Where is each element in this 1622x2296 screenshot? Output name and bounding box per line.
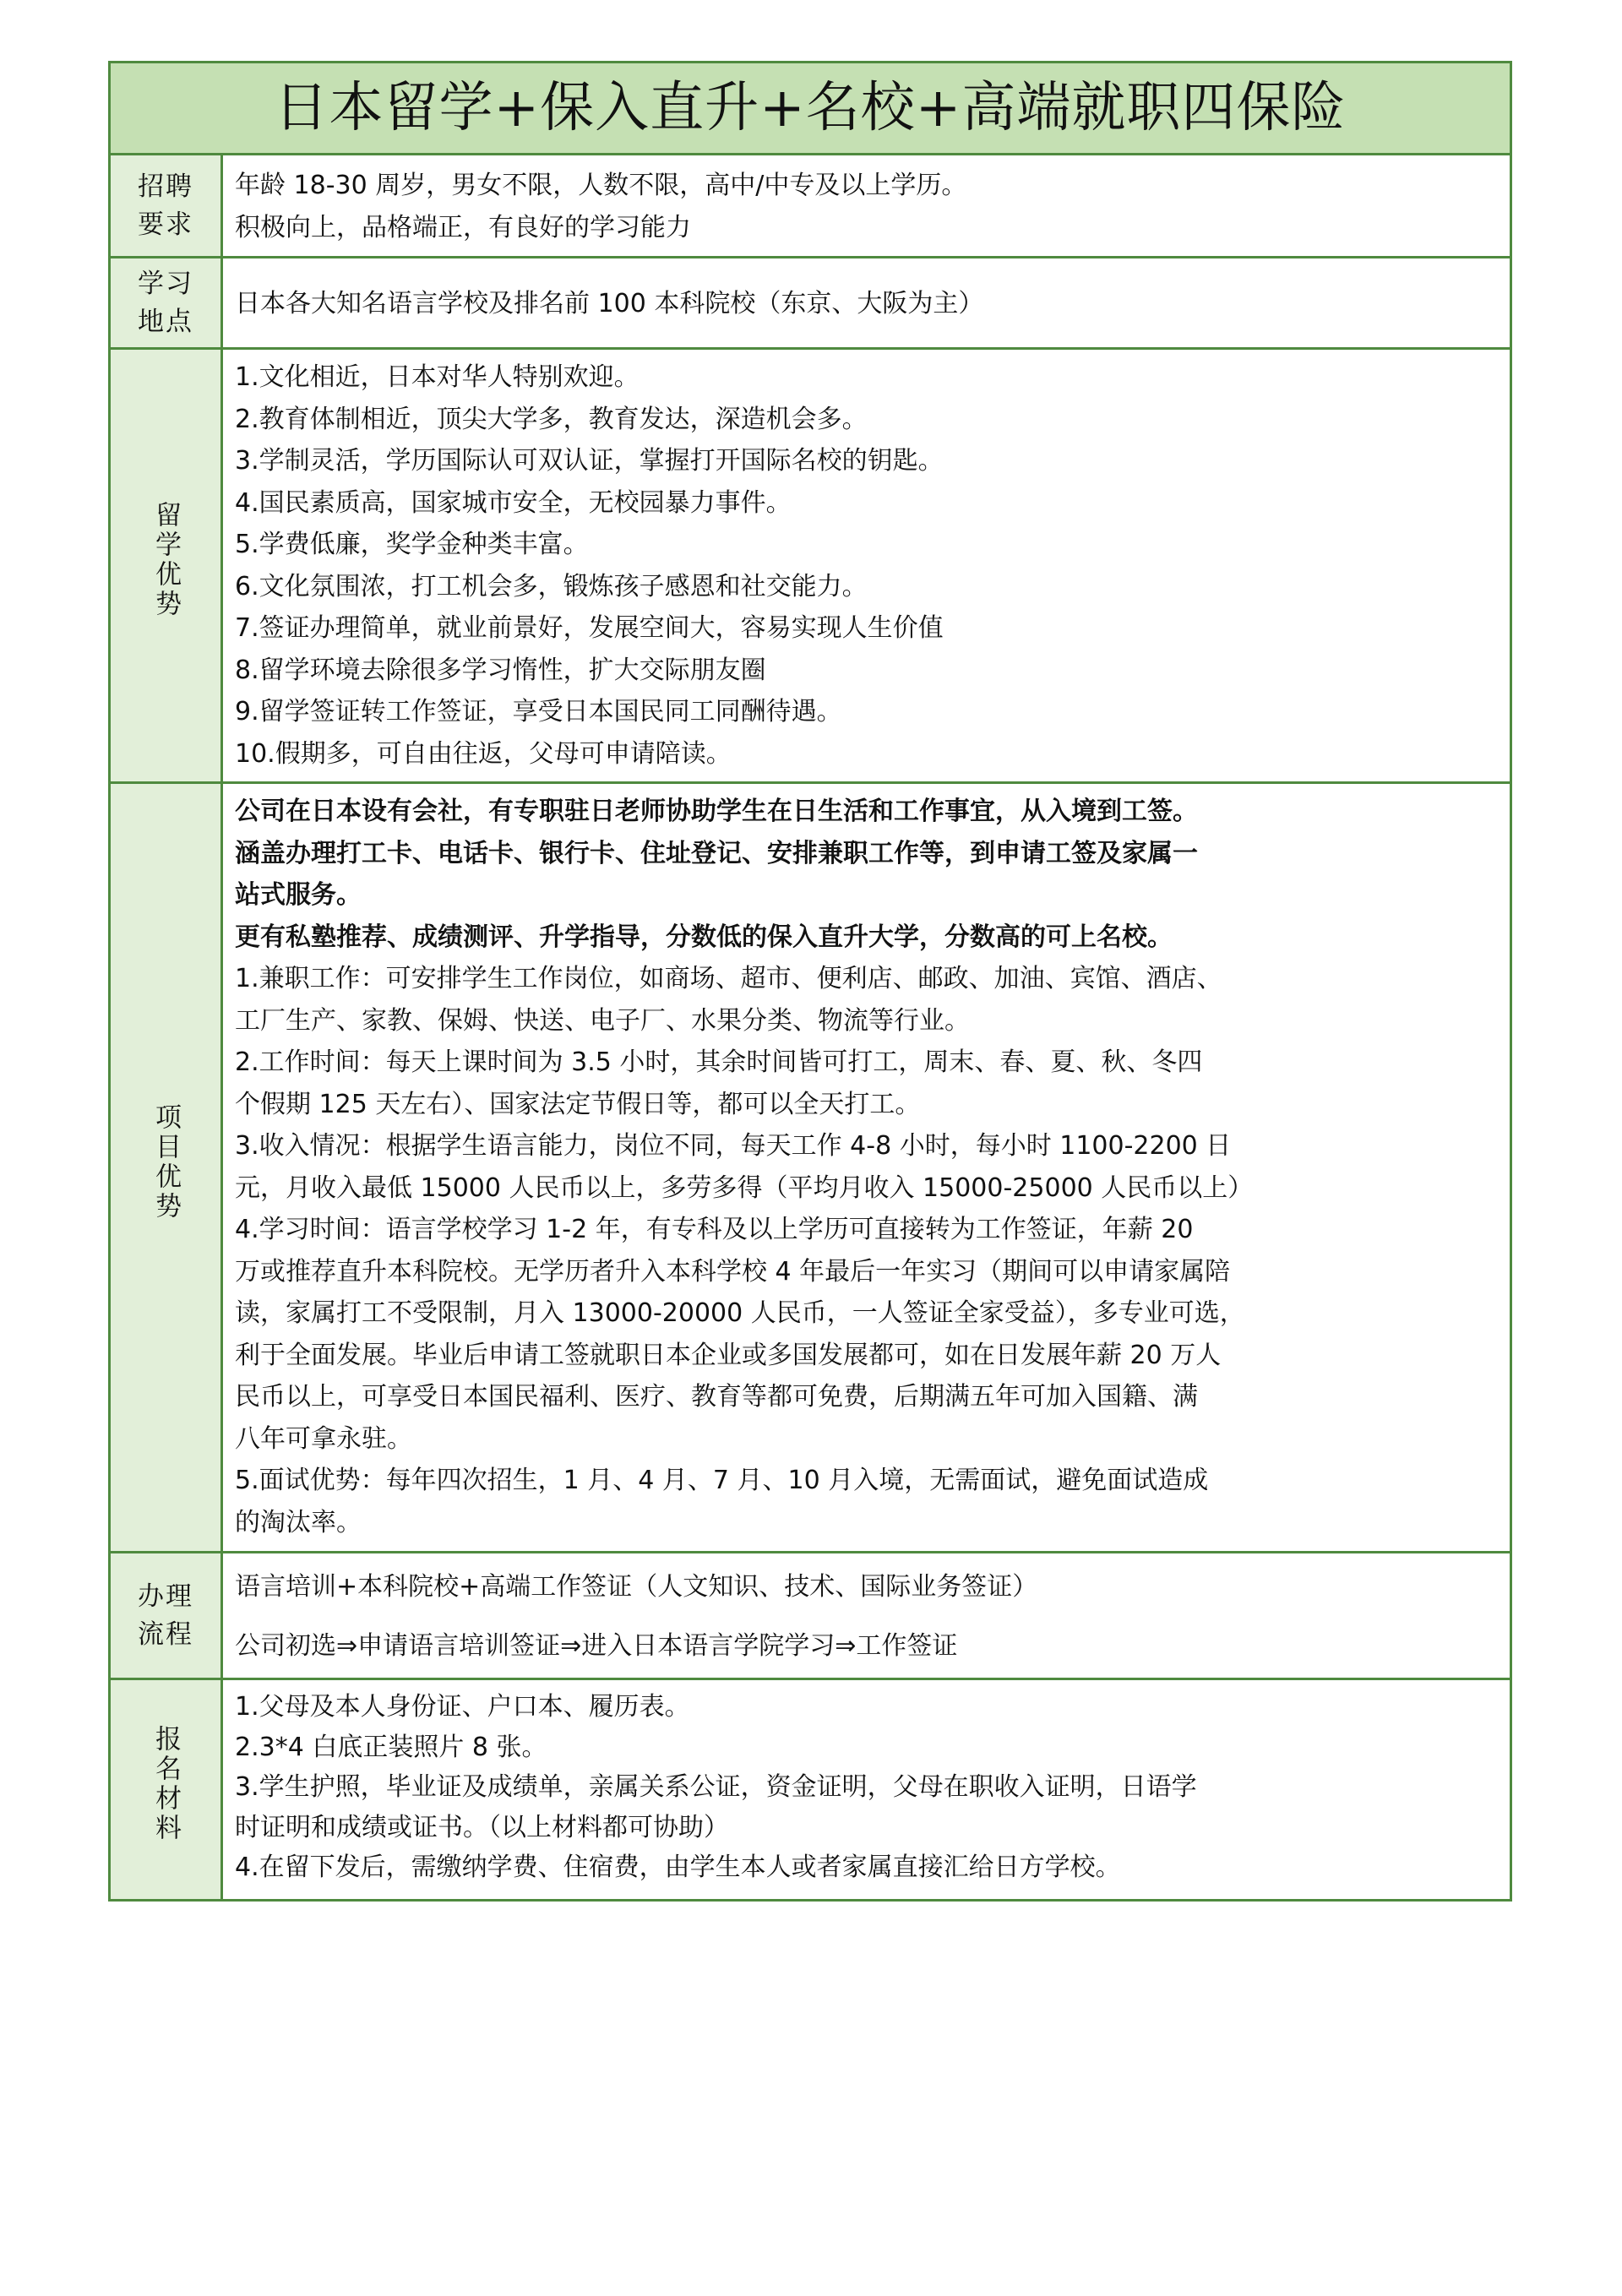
content-process: [222, 1553, 1511, 1679]
label-materials-text: 报名材料: [150, 1725, 182, 1844]
label-location-text: 学习地点: [138, 268, 193, 337]
label-materials: [110, 1679, 222, 1901]
title-row: [110, 63, 1511, 155]
label-advantages-text: 留学优势: [150, 501, 182, 620]
content-materials: [222, 1679, 1511, 1901]
project-intro-line: 更有私塾推荐、成绩测评、升学指导，分数低的保入直升大学，分数高的可上名校。: [235, 922, 1173, 952]
row-location: [110, 258, 1511, 349]
material-item: 2.3*4 白底正装照片 8 张。: [235, 1732, 547, 1762]
process-flow: 公司初选⇒申请语言培训签证⇒进入日本语言学院学习⇒工作签证: [235, 1630, 958, 1661]
label-process-text: 办理流程: [138, 1581, 193, 1650]
advantage-item: 2.教育体制相近，顶尖大学多，教育发达，深造机会多。: [235, 404, 868, 434]
label-recruit-text: 招聘要求: [138, 171, 193, 240]
project-line: 5.面试优势：每年四次招生，1 月、4 月、7 月、10 月入境，无需面试，避免面试造成: [235, 1466, 1209, 1495]
advantage-item: 8.留学环境去除很多学习惰性，扩大交际朋友圈: [235, 655, 766, 685]
label-project: [110, 783, 222, 1553]
project-intro-line: 涵盖办理打工卡、电话卡、银行卡、住址登记、安排兼职工作等，到申请工签及家属一: [235, 838, 1198, 868]
advantage-item: 7.签证办理简单，就业前景好，发展空间大，容易实现人生价值: [235, 613, 944, 643]
recruit-line: 积极向上，品格端正，有良好的学习能力: [235, 212, 691, 242]
material-item: 时证明和成绩或证书。（以上材料都可协助）: [235, 1812, 729, 1842]
project-line: 读，家属打工不受限制，月入 13000-20000 人民币，一人签证全家受益），多专业可选，: [235, 1298, 1245, 1328]
project-intro-line: 公司在日本设有会社，有专职驻日老师协助学生在日生活和工作事宜，从入境到工签。: [235, 797, 1198, 826]
row-process: [110, 1553, 1511, 1679]
project-line: 工厂生产、家教、保姆、快送、电子厂、水果分类、物流等行业。: [235, 1005, 970, 1036]
recruit-line: 年龄 18-30 周岁，男女不限，人数不限，高中/中专及以上学历。: [235, 171, 967, 200]
advantage-item: 10.假期多，可自由往返，父母可申请陪读。: [235, 738, 732, 769]
advantage-item: 9.留学签证转工作签证，享受日本国民同工同酬待遇。: [235, 697, 842, 726]
row-advantages: [110, 349, 1511, 783]
content-project: [222, 783, 1511, 1553]
row-project: [110, 783, 1511, 1553]
project-line: 2.工作时间：每天上课时间为 3.5 小时，其余时间皆可打工，周末、春、夏、秋、冬四: [235, 1047, 1203, 1077]
project-intro-line: 站式服务。: [235, 880, 362, 910]
project-line: 万或推荐直升本科院校。无学历者升入本科学校 4 年最后一年实习（期间可以申请家属陪: [235, 1256, 1231, 1287]
project-line: 利于全面发展。毕业后申请工签就职日本企业或多国发展都可，如在日发展年薪 20 万人: [235, 1340, 1222, 1370]
document-title: 日本留学+保入直升+名校+高端就职四保险: [110, 63, 1511, 155]
project-line: 3.收入情况：根据学生语言能力，岗位不同，每天工作 4-8 小时，每小时 1100-2200 日: [235, 1131, 1232, 1161]
material-item: 3.学生护照，毕业证及成绩单，亲属关系公证，资金证明，父母在职收入证明，日语学: [235, 1772, 1197, 1802]
label-location: [110, 258, 222, 349]
advantage-item: 3.学制灵活，学历国际认可双认证，掌握打开国际名校的钥匙。: [235, 446, 944, 476]
advantage-item: 1.文化相近，日本对华人特别欢迎。: [235, 362, 640, 392]
label-advantages: [110, 349, 222, 783]
material-item: 4.在留下发后，需缴纳学费、住宿费，由学生本人或者家属直接汇给日方学校。: [235, 1853, 1121, 1882]
info-table: [108, 61, 1512, 1902]
project-line: 个假期 125 天左右）、国家法定节假日等，都可以全天打工。: [235, 1089, 921, 1119]
project-line: 的淘汰率。: [235, 1507, 362, 1537]
content-location: [222, 258, 1511, 349]
advantage-item: 5.学费低廉，奖学金种类丰富。: [235, 530, 589, 559]
content-recruit: [222, 155, 1511, 258]
label-process: [110, 1553, 222, 1679]
project-line: 民币以上，可享受日本国民福利、医疗、教育等都可免费，后期满五年可加入国籍、满: [235, 1382, 1198, 1412]
label-recruit: [110, 155, 222, 258]
project-line: 4.学习时间：语言学校学习 1-2 年，有专科及以上学历可直接转为工作签证，年薪 20: [235, 1215, 1194, 1244]
location-line: 日本各大知名语言学校及排名前 100 本科院校（东京、大阪为主）: [235, 288, 984, 318]
advantage-item: 6.文化氛围浓，打工机会多，锻炼孩子感恩和社交能力。: [235, 571, 868, 601]
process-line: 语言培训+本科院校+高端工作签证（人文知识、技术、国际业务签证）: [235, 1572, 1038, 1602]
row-recruit: [110, 155, 1511, 258]
project-line: 元，月收入最低 15000 人民币以上，多劳多得（平均月收入 15000-25000 人民币以上）: [235, 1172, 1254, 1203]
project-line: 八年可拿永驻。: [235, 1423, 412, 1454]
row-materials: [110, 1679, 1511, 1901]
advantage-item: 4.国民素质高，国家城市安全，无校园暴力事件。: [235, 487, 792, 518]
project-line: 1.兼职工作：可安排学生工作岗位，如商场、超市、便利店、邮政、加油、宾馆、酒店、: [235, 964, 1222, 993]
material-item: 1.父母及本人身份证、户口本、履历表。: [235, 1692, 690, 1722]
content-advantages: [222, 349, 1511, 783]
label-project-text: 项目优势: [150, 1102, 182, 1221]
